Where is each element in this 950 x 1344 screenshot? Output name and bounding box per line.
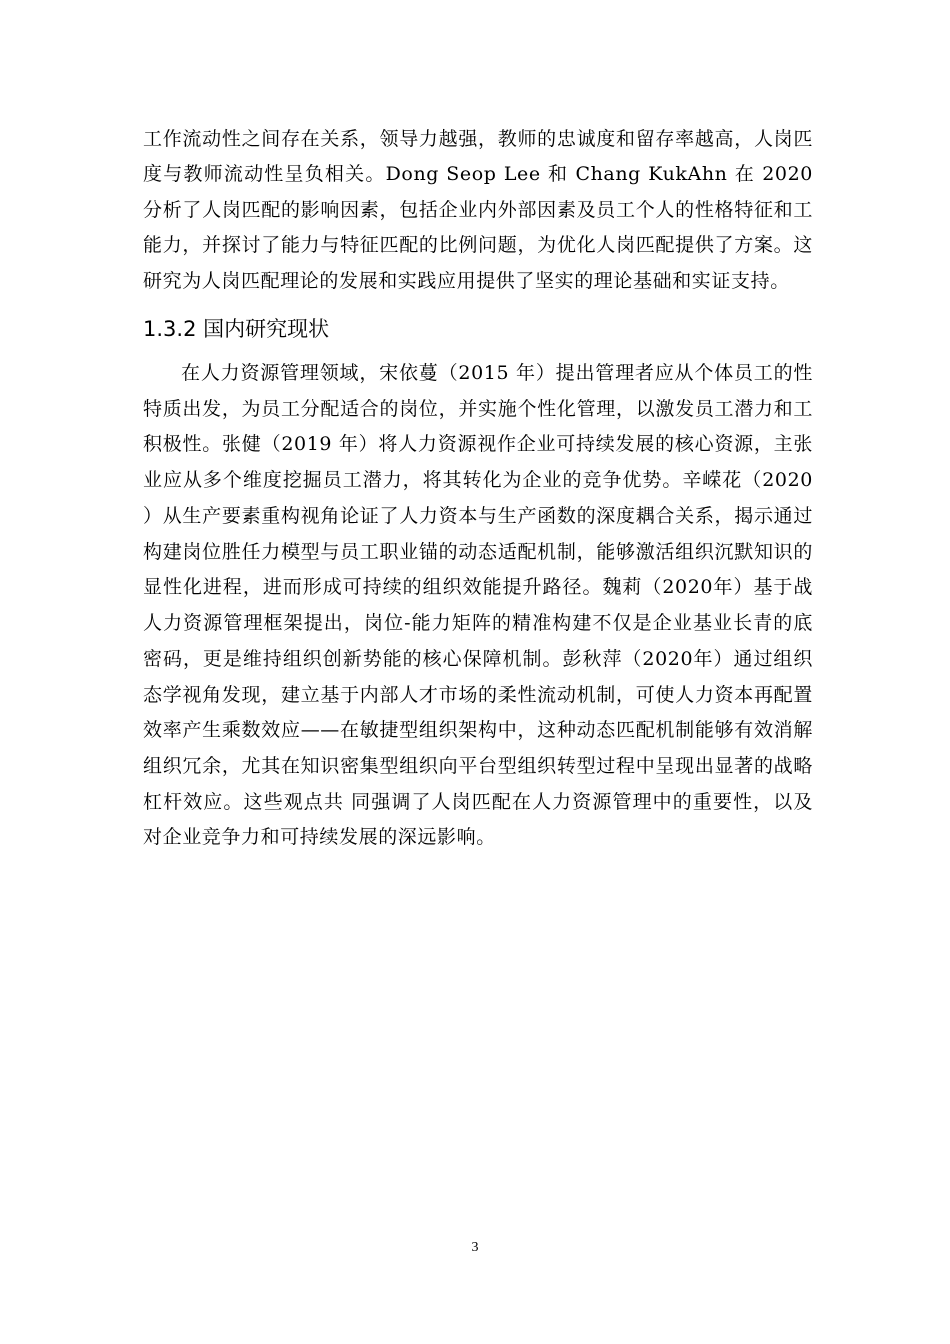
paragraph-line: 特质出发，为员工分配适合的岗位，并实施个性化管理，以激发员工潜力和工 xyxy=(143,398,813,420)
paragraph-line: 能力，并探讨了能力与特征匹配的比例问题，为优化人岗匹配提供了方案。这 xyxy=(143,234,813,256)
paragraph-line: ）从生产要素重构视角论证了人力资本与生产函数的深度耦合关系，揭示通过 xyxy=(143,505,813,527)
paragraph-line: 积极性。张健（2019 年）将人力资源视作企业可持续发展的核心资源，主张 xyxy=(143,433,813,455)
paragraph-line: 业应从多个维度挖掘员工潜力，将其转化为企业的竞争优势。辛嵘花（2020 xyxy=(143,469,813,491)
paragraph-line: 度与教师流动性呈负相关。Dong Seop Lee 和 Chang KukAhn 在 2020 xyxy=(143,163,813,185)
section-heading: 1.3.2 国内研究现状 xyxy=(143,317,330,341)
page-number: 3 xyxy=(471,1240,479,1255)
paragraph-line: 研究为人岗匹配理论的发展和实践应用提供了坚实的理论基础和实证支持。 xyxy=(143,270,790,292)
paragraph-line: 态学视角发现，建立基于内部人才市场的柔性流动机制，可使人力资本再配置 xyxy=(143,684,813,706)
paragraph-line: 工作流动性之间存在关系，领导力越强，教师的忠诚度和留存率越高，人岗匹 xyxy=(143,128,813,150)
paragraph-line: 对企业竞争力和可持续发展的深远影响。 xyxy=(143,826,496,848)
paragraph-line: 密码，更是维持组织创新势能的核心保障机制。彭秋萍（2020年）通过组织 xyxy=(143,648,813,670)
paragraph-line: 杠杆效应。这些观点共 同强调了人岗匹配在人力资源管理中的重要性，以及 xyxy=(143,791,813,813)
paragraph-line: 显性化进程，进而形成可持续的组织效能提升路径。魏莉（2020年）基于战 xyxy=(143,576,813,598)
paragraph-line: 在人力资源管理领域，宋依蔓（2015 年）提出管理者应从个体员工的性 xyxy=(181,362,813,384)
paragraph-line: 构建岗位胜任力模型与员工职业锚的动态适配机制，能够激活组织沉默知识的 xyxy=(143,541,813,563)
paragraph-line: 分析了人岗匹配的影响因素，包括企业内外部因素及员工个人的性格特征和工 xyxy=(143,199,813,221)
paragraph-line: 效率产生乘数效应——在敏捷型组织架构中，这种动态匹配机制能够有效消解 xyxy=(143,719,813,741)
paragraph-line: 组织冗余，尤其在知识密集型组织向平台型组织转型过程中呈现出显著的战略 xyxy=(143,755,813,777)
paragraph-line: 人力资源管理框架提出，岗位-能力矩阵的精准构建不仅是企业基业长青的底 xyxy=(143,612,813,634)
